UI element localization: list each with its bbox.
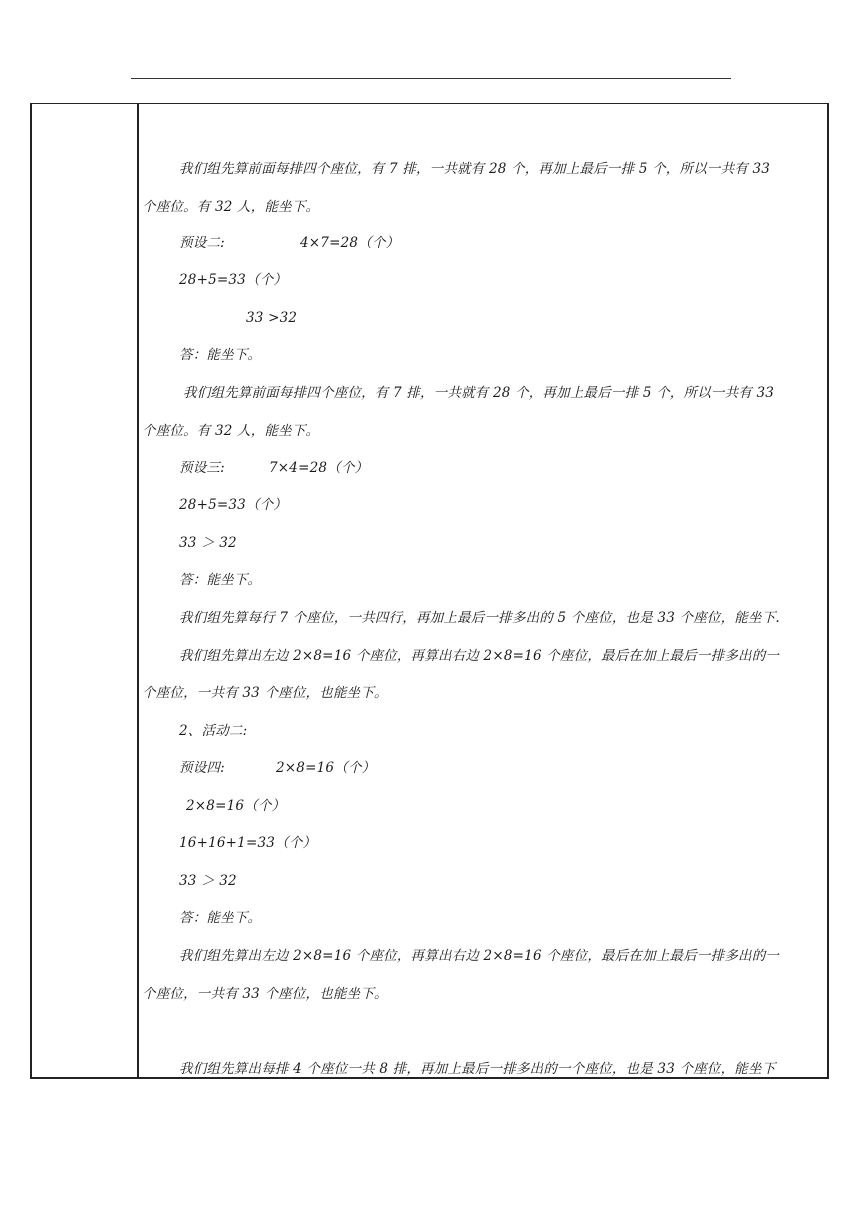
paragraph-3: 我们组先算每行 7 个座位，一共四行，再加上最后一排多出的 5 个座位，也是 33 个座位，能坐下.	[179, 610, 780, 626]
preset-4-answer: 答：能坐下。	[179, 910, 262, 926]
activity-2-heading: 2、活动二:	[179, 723, 248, 739]
paragraph-1-line-1: 我们组先算前面每排四个座位，有 7 排，一共就有 28 个，再加上最后一排 5 个，所以一共有 33	[179, 161, 771, 177]
preset-4-formula-4: 33 ＞ 32	[179, 873, 237, 889]
preset-3-formula-1: 7×4=28（个）	[269, 460, 369, 476]
preset-3-label: 预设三:	[179, 460, 225, 476]
preset-2-label: 预设二:	[179, 235, 225, 251]
preset-2-answer: 答：能坐下。	[179, 347, 262, 363]
preset-4-formula-3: 16+16+1=33（个）	[179, 835, 317, 851]
preset-2-formula-3: 33 >32	[246, 310, 298, 326]
preset-3-answer: 答：能坐下。	[179, 572, 262, 588]
preset-2-formula-1: 4×7=28（个）	[300, 235, 400, 251]
paragraph-4-line-1: 我们组先算出左边 2×8=16 个座位，再算出右边 2×8=16 个座位，最后在加上最后一排多出的一	[179, 648, 780, 664]
paragraph-5-line-2: 个座位，一共有 33 个座位，也能坐下。	[142, 986, 388, 1002]
paragraph-6: 我们组先算出每排 4 个座位一共 8 排，再加上最后一排多出的一个座位，也是 33 个座位，能坐下	[179, 1061, 776, 1077]
table-content-cell	[139, 103, 827, 1079]
paragraph-4-line-2: 个座位，一共有 33 个座位，也能坐下。	[142, 685, 388, 701]
table-left-cell	[32, 104, 139, 1077]
paragraph-2-line-1: 我们组先算前面每排四个座位，有 7 排，一共就有 28 个，再加上最后一排 5 个，所以一共有 33	[183, 385, 775, 401]
paragraph-2-line-2: 个座位。有 32 人，能坐下。	[142, 423, 320, 439]
preset-2-formula-2: 28+5=33（个）	[179, 272, 288, 288]
preset-4-formula-1: 2×8=16（个）	[276, 760, 376, 776]
preset-4-formula-2: 2×8=16（个）	[186, 798, 286, 814]
paragraph-5-line-1: 我们组先算出左边 2×8=16 个座位，再算出右边 2×8=16 个座位，最后在加上最后一排多出的一	[179, 948, 780, 964]
paragraph-1-line-2: 个座位。有 32 人，能坐下。	[142, 199, 320, 215]
preset-3-formula-2: 28+5=33（个）	[179, 497, 288, 513]
preset-4-label: 预设四:	[179, 760, 225, 776]
header-rule	[131, 78, 731, 79]
preset-3-formula-3: 33 ＞ 32	[179, 535, 237, 551]
